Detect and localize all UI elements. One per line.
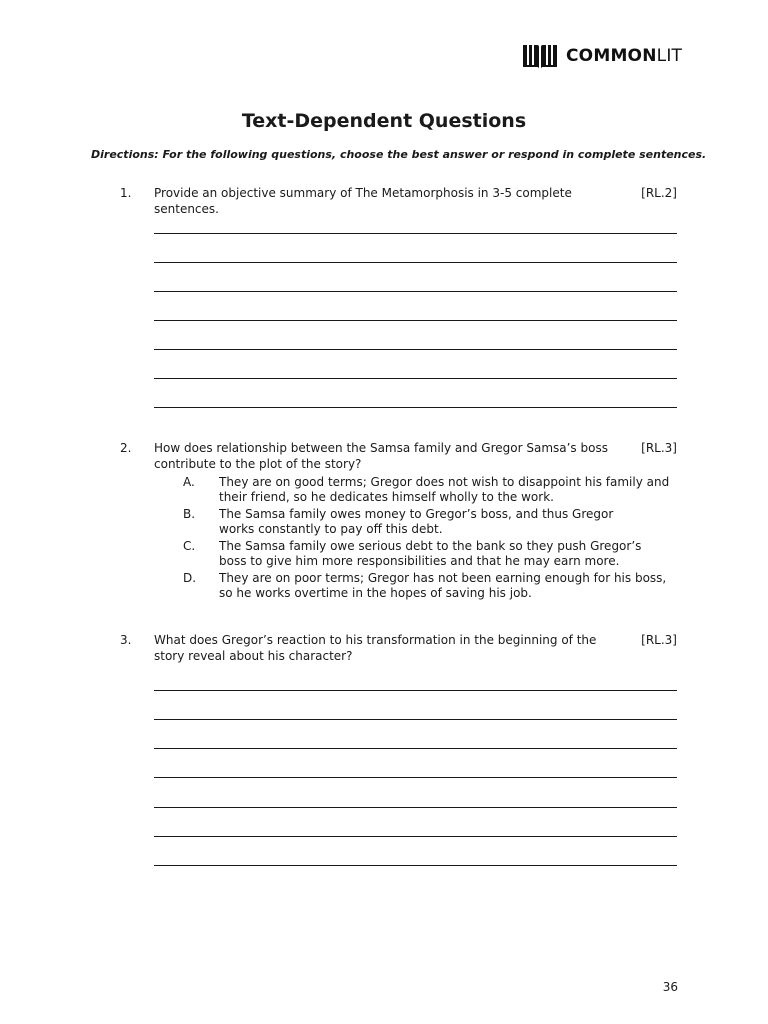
answer-line[interactable] (154, 690, 677, 691)
answer-line[interactable] (154, 407, 677, 408)
answer-line[interactable] (154, 320, 677, 321)
answer-line[interactable] (154, 378, 677, 379)
answer-line[interactable] (154, 836, 677, 837)
answer-line[interactable] (154, 777, 677, 778)
option-b-letter: B. (183, 507, 196, 521)
option-a-text[interactable]: They are on good terms; Gregor does not wish to disappoint his family and their friend, so he dedicates himself wholly to the work. (219, 475, 670, 504)
question-2-standard: [RL.3] (641, 441, 677, 455)
question-3-text: What does Gregor’s reaction to his transformation in the beginning of the story reveal about his character? (154, 633, 597, 663)
brand-wordmark (566, 42, 682, 70)
question-2-text: How does relationship between the Samsa family and Gregor Samsa’s boss contribute to the plot of the story? (154, 441, 608, 471)
question-3-number: 3. (120, 633, 132, 647)
brand-bold: COMMON (566, 46, 657, 66)
commonlit-logo (522, 42, 682, 70)
answer-line[interactable] (154, 291, 677, 292)
question-3-standard: [RL.3] (641, 633, 677, 647)
option-d-letter: D. (183, 571, 197, 585)
question-1-number: 1. (120, 186, 132, 200)
option-c-letter: C. (183, 539, 196, 553)
answer-line[interactable] (154, 865, 677, 866)
answer-line[interactable] (154, 748, 677, 749)
question-1-text: Provide an objective summary of The Metamorphosis in 3-5 complete sentences. (154, 186, 572, 216)
question-2-number: 2. (120, 441, 132, 455)
option-c-text[interactable]: The Samsa family owe serious debt to the bank so they push Gregor’s boss to give him more responsibilities and that he may earn more. (219, 539, 642, 568)
answer-line[interactable] (154, 349, 677, 350)
answer-line[interactable] (154, 807, 677, 808)
brand-light: LIT (656, 46, 683, 66)
answer-line[interactable] (154, 233, 677, 234)
answer-line[interactable] (154, 262, 677, 263)
page-title: Text-Dependent Questions (241, 110, 527, 132)
open-book-icon (522, 42, 558, 70)
answer-line[interactable] (154, 719, 677, 720)
page-number: 36 (662, 980, 678, 994)
option-b-text[interactable]: The Samsa family owes money to Gregor’s boss, and thus Gregor works constantly to pay off this debt. (219, 507, 614, 536)
option-d-text[interactable]: They are on poor terms; Gregor has not been earning enough for his boss, so he works overtime in the hopes of saving his job. (219, 571, 667, 600)
directions: Directions: For the following questions, choose the best answer or respond in complete sentences. (91, 148, 707, 161)
option-a-letter: A. (183, 475, 195, 489)
question-1-standard: [RL.2] (641, 186, 677, 200)
